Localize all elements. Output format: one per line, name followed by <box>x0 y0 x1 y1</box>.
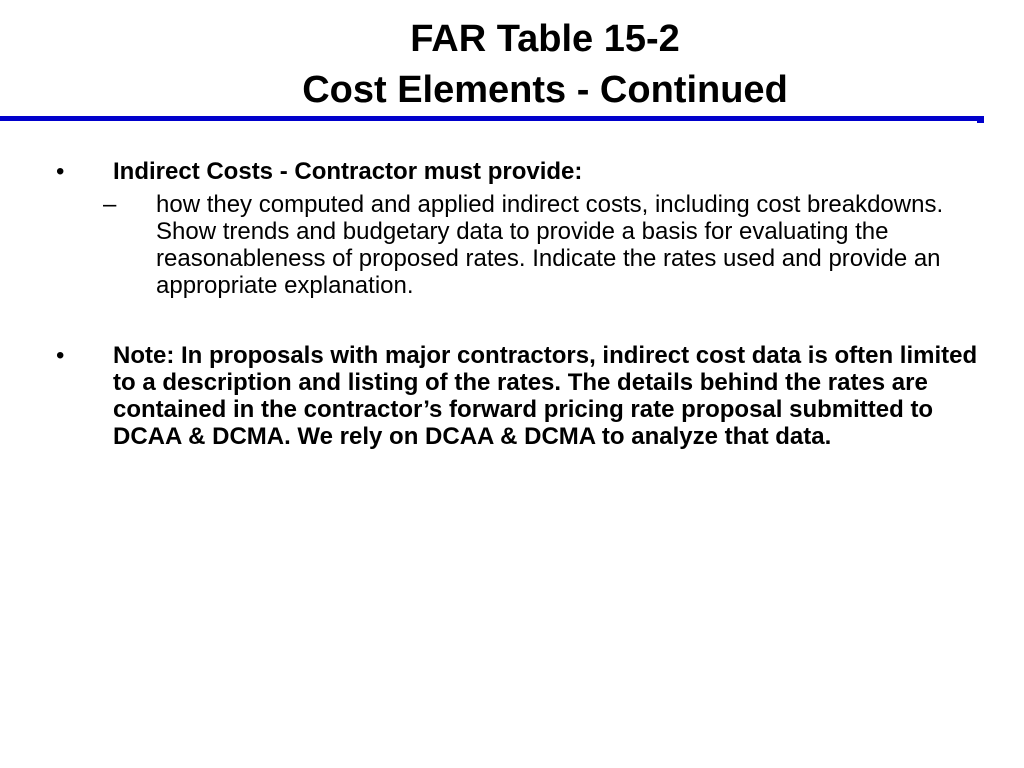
slide-title-line-2: Cost Elements - Continued <box>302 69 788 111</box>
slide-title <box>0 14 1024 116</box>
sub-bullet-text-indirect-costs-details: how they computed and applied indirect costs, including cost breakdowns. Show trends and budgetary data to provide a basis for evaluating the reasonableness of proposed rates. Indicate the rates used and provide an appropriate explanation. <box>156 191 944 299</box>
bullet-text-note: Note: In proposals with major contractors, indirect cost data is often limited to a description and listing of the rates. The details behind the rates are contained in the contractor’s forward pricing rate proposal submitted to DCAA & DCMA. We rely on DCAA & DCMA to analyze that data. <box>113 342 978 450</box>
slide-title-line-1: FAR Table 15-2 <box>410 18 680 60</box>
title-underline-endcap <box>977 116 984 123</box>
bullet-marker-1: • <box>56 158 65 185</box>
sub-bullet-marker-1: – <box>103 191 117 218</box>
bullet-text-indirect-costs: Indirect Costs - Contractor must provide: <box>113 158 583 185</box>
bullet-marker-2: • <box>56 342 65 369</box>
title-underline-rule <box>0 116 978 121</box>
